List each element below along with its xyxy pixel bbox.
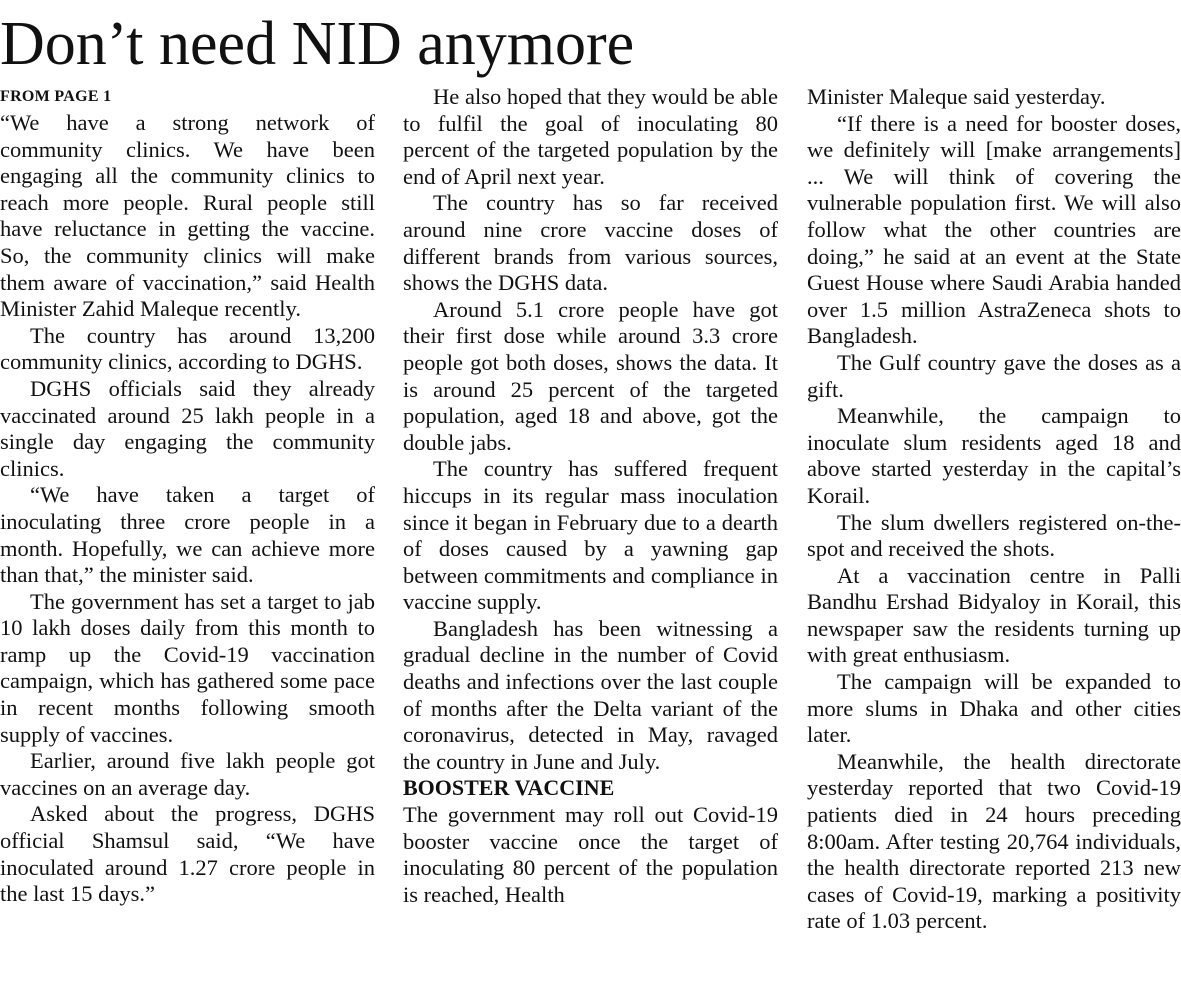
paragraph: The campaign will be expanded to more slums in Dhaka and other cities later. bbox=[807, 669, 1181, 748]
paragraph: The country has around 13,200 community clinics, according to DGHS. bbox=[0, 322, 375, 375]
paragraph: Bangladesh has been witnessing a gradual decline in the number of Covid deaths and infections over the last couple of months after the Delta variant of the coronavirus, detected in May, ravaged the country in June and July. bbox=[403, 615, 778, 774]
from-page-label: FROM PAGE 1 bbox=[0, 88, 112, 105]
paragraph: Asked about the progress, DGHS official Shamsul said, “We have inoculated around 1.27 crore people in the last 15 days.” bbox=[0, 801, 375, 907]
paragraph: The Gulf country gave the doses as a gift. bbox=[807, 349, 1181, 402]
paragraph: Meanwhile, the campaign to inoculate slum residents aged 18 and above started yesterday in the capital’s Korail. bbox=[807, 403, 1181, 508]
article-column-3 bbox=[807, 84, 1181, 935]
paragraph: “If there is a need for booster doses, we definitely will [make arrangements] ... We will think of covering the vulnerable population first. We will also follow what the other countries are doing,” he said at an event at the State Guest House where Saudi Arabia handed over 1.5 million AstraZeneca shots to Bangladesh. bbox=[807, 110, 1181, 349]
paragraph: The country has so far received around nine crore vaccine doses of different brands from various sources, shows the DGHS data. bbox=[403, 190, 778, 296]
paragraph: He also hoped that they would be able to fulfil the goal of inoculating 80 percent of the targeted population by the end of April next year. bbox=[403, 84, 778, 189]
paragraph: At a vaccination centre in Palli Bandhu Ershad Bidyaloy in Korail, this newspaper saw the residents turning up with great enthusiasm. bbox=[807, 562, 1181, 668]
paragraph: Earlier, around five lakh people got vaccines on an average day. bbox=[0, 748, 375, 800]
paragraph: Meanwhile, the health directorate yesterday reported that two Covid-19 patients died in 24 hours preceding 8:00am. After testing 20,764 individuals, the health directorate reported 213 new cases of Covid-19, marking a positivity rate of 1.03 percent. bbox=[807, 748, 1181, 934]
paragraph-continued: Minister Maleque said yesterday. bbox=[807, 84, 1106, 109]
paragraph: The government has set a target to jab 10 lakh doses daily from this month to ramp up the Covid-19 vaccination campaign, which has gathered some pace in recent months following smooth supply of vaccines. bbox=[0, 588, 375, 747]
paragraph: “We have taken a target of inoculating three crore people in a month. Hopefully, we can achieve more than that,” the minister said. bbox=[0, 482, 375, 588]
paragraph: DGHS officials said they already vaccinated around 25 lakh people in a single day engaging the community clinics. bbox=[0, 375, 375, 481]
paragraph: The country has suffered frequent hiccups in its regular mass inoculation since it began in February due to a dearth of doses caused by a yawning gap between commitments and compliance in vaccine supply. bbox=[403, 456, 778, 615]
article-column-2 bbox=[403, 84, 778, 908]
paragraph: Around 5.1 crore people have got their first dose while around 3.3 crore people got both doses, shows the data. It is around 25 percent of the targeted population, aged 18 and above, got the double jabs. bbox=[403, 296, 778, 455]
paragraph: “We have a strong network of community clinics. We have been engaging all the community clinics to reach more people. Rural people still have reluctance in getting the vaccine. So, the community clinics will make them aware of vaccination,” said Health Minister Zahid Maleque recently. bbox=[0, 110, 375, 322]
subheading: BOOSTER VACCINE bbox=[403, 775, 615, 801]
headline: Don’t need NID anymore bbox=[0, 10, 635, 78]
paragraph: The government may roll out Covid-19 booster vaccine once the target of inoculating 80 percent of the population is reached, Health bbox=[403, 802, 778, 907]
article-column-1 bbox=[0, 84, 375, 908]
paragraph: The slum dwellers registered on-the-spot and received the shots. bbox=[807, 509, 1181, 562]
